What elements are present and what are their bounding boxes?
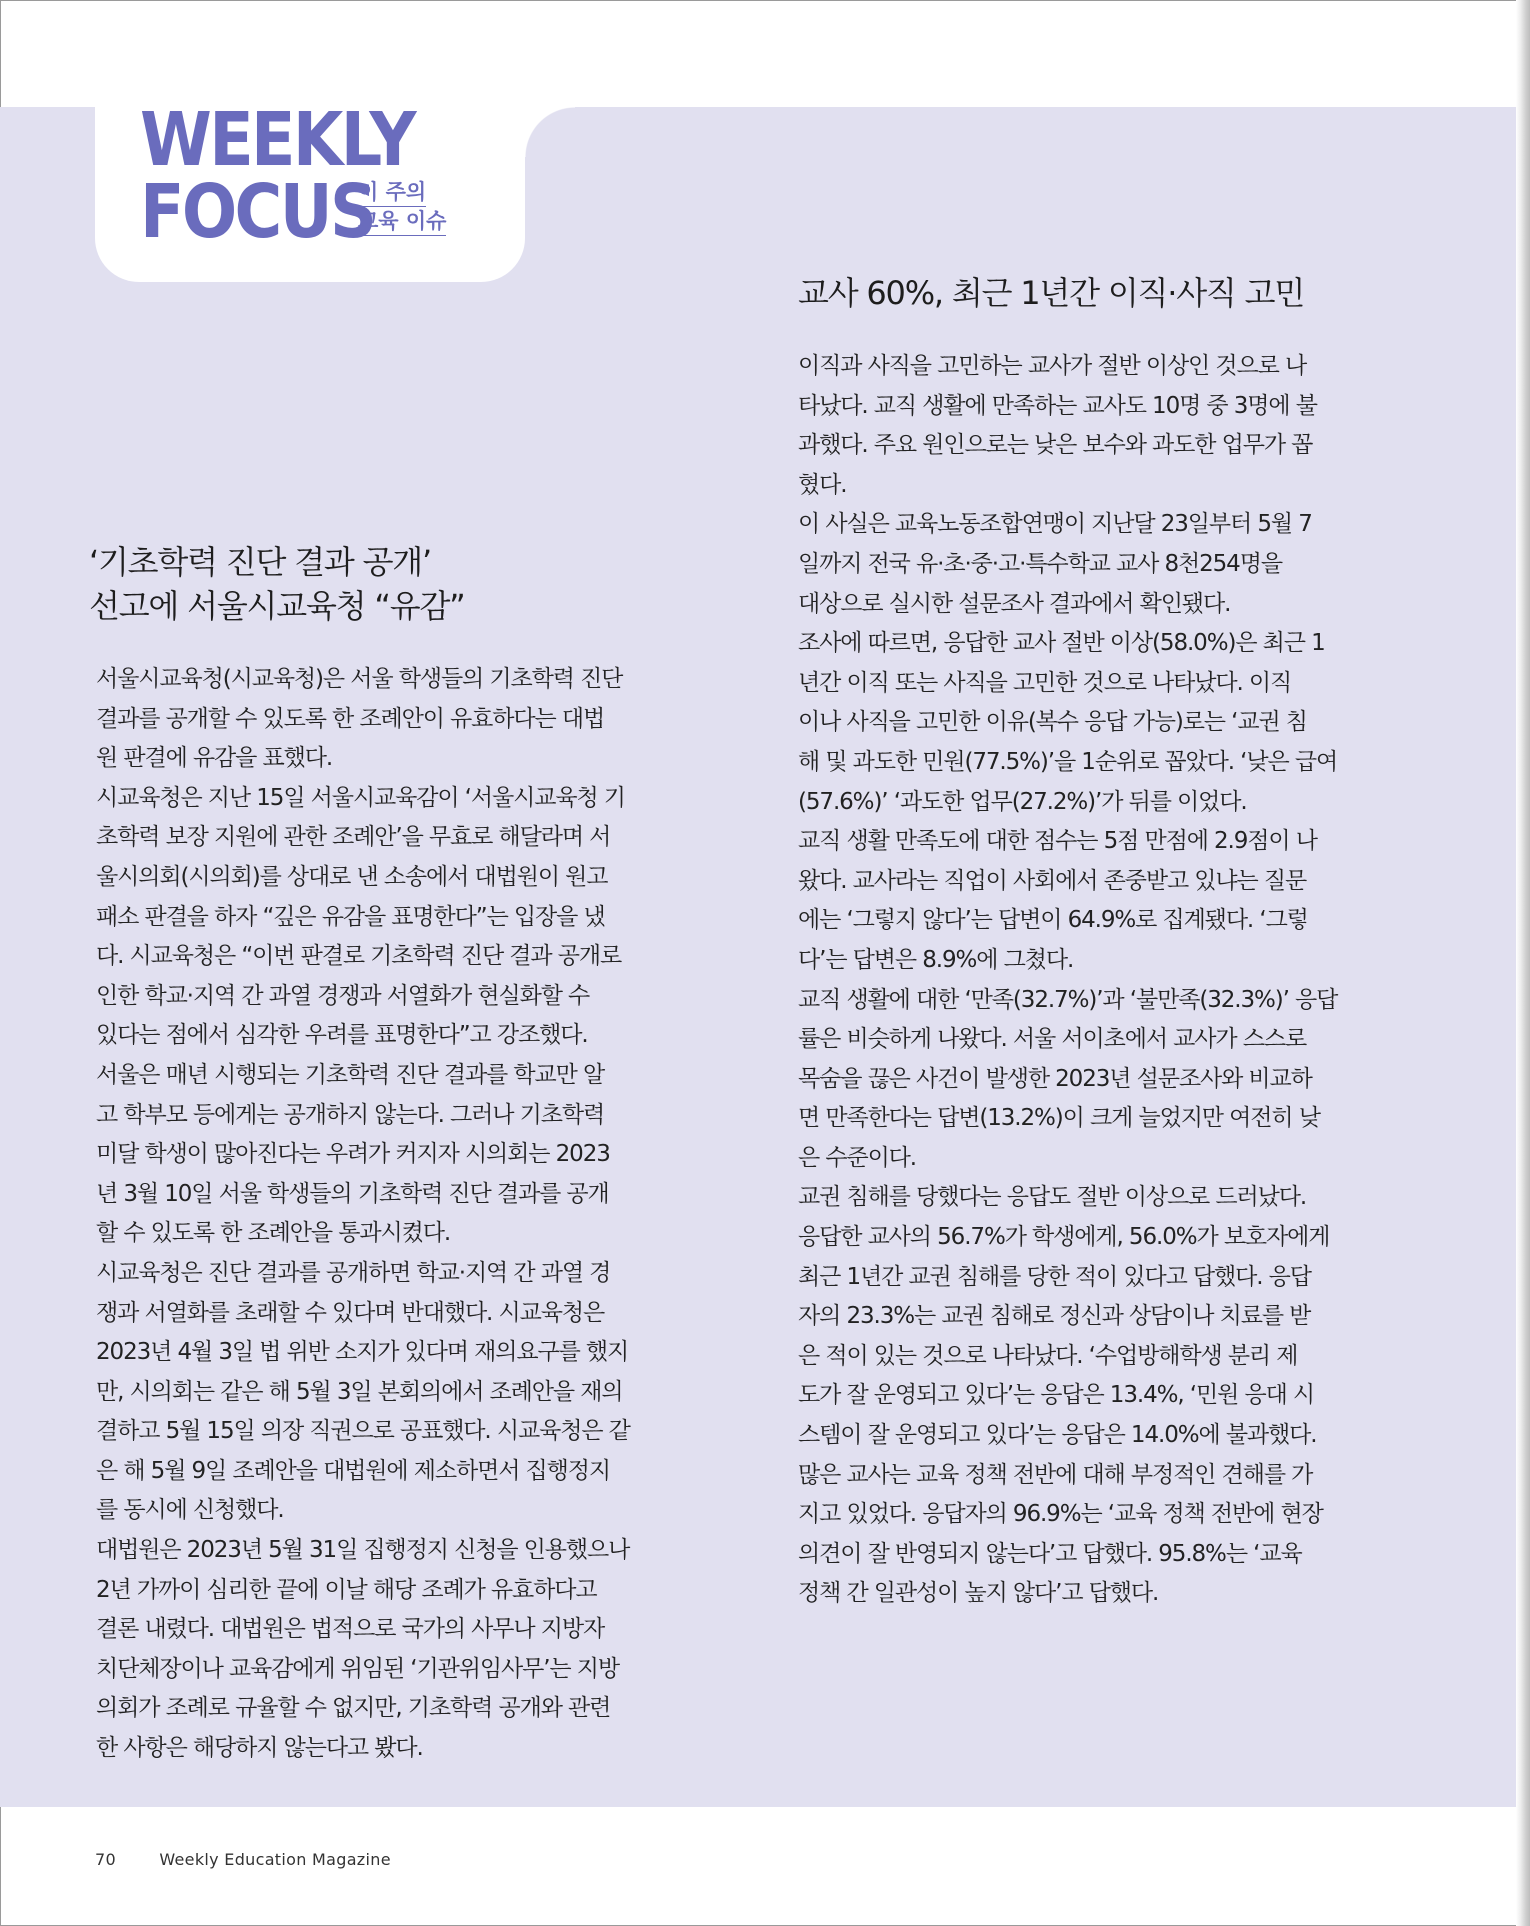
left-paragraph: 서울은 매년 시행되는 기초학력 진단 결과를 학교만 알 고 학부모 등에게는 공개하지 않는다. 그러나 기초학력 미달 학생이 많아진다는 우려가 커지자 시의회는 2023 년 3월 10일 서울 학생들의 기초학력 진단 결과를 공개 할 수 있도록 한 조례안을 통과시켰다. — [96, 1061, 610, 1247]
logo-line-weekly: WEEKLY — [140, 97, 414, 183]
subtitle-line-1: 이 주의 — [358, 178, 426, 207]
right-article-body — [798, 347, 1358, 1614]
right-article-headline: 교사 60%, 최근 1년간 이직·사직 고민 — [798, 274, 1305, 312]
page-footer — [95, 1850, 391, 1869]
right-paragraph: 많은 교사는 교육 정책 전반에 대해 부정적인 견해를 가 지고 있었다. 응답자의 96.9%는 ‘교육 정책 전반에 현장 의견이 잘 반영되지 않는다’고 답했다. 95.8%는 ‘교육 정책 간 일관성이 높지 않다’고 답했다. — [798, 1461, 1323, 1607]
left-paragraph: 시교육청은 지난 15일 서울시교육감이 ‘서울시교육청 기 초학력 보장 지원에 관한 조례안’을 무효로 해달라며 서 울시의회(시의회)를 상대로 낸 소송에서 대법원이 원고 패소 판결을 하자 “깊은 유감을 표명한다”는 입장을 냈 다. 시교육청은 “이번 판결로 기초학력 진단 결과 공개로 인한 학교·지역 간 과열 경쟁과 서열화가 현실화할 수 있다는 점에서 심각한 우려를 표명한다”고 강조했다. — [96, 784, 625, 1049]
left-article-headline: ‘기초학력 진단 결과 공개’ 선고에 서울시교육청 “유감” — [89, 543, 465, 625]
subtitle-line-2: 교육 이슈 — [358, 207, 446, 236]
right-paragraph: 교권 침해를 당했다는 응답도 절반 이상으로 드러났다. 응답한 교사의 56.7%가 학생에게, 56.0%가 보호자에게 최근 1년간 교권 침해를 당한 적이 있다고 답했다. 응답 자의 23.3%는 교권 침해로 정신과 상담이나 치료를 받 은 적이 있는 것으로 나타났다. ‘수업방해학생 분리 제 도가 잘 운영되고 있다’는 응답은 13.4%, ‘민원 응대 시 스템이 잘 운영되고 있다’는 응답은 14.0%에 불과했다. — [798, 1184, 1330, 1449]
right-paragraph: 교직 생활 만족도에 대한 점수는 5점 만점에 2.9점이 나 왔다. 교사라는 직업이 사회에서 존중받고 있냐는 질문 에는 ‘그렇지 않다’는 답변이 64.9%로 집계됐다. ‘그렇 다’는 답변은 8.9%에 그쳤다. — [798, 828, 1317, 973]
left-paragraph: 대법원은 2023년 5월 31일 집행정지 신청을 인용했으나 2년 가까이 심리한 끝에 이날 해당 조례가 유효하다고 결론 내렸다. 대법원은 법적으로 국가의 사무나 지방자 치단체장이나 교육감에게 위임된 ‘기관위임사무’는 지방 의회가 조례로 규율할 수 없지만, 기초학력 공개와 관련 한 사항은 해당하지 않는다고 봤다. — [96, 1537, 630, 1762]
magazine-name: Weekly Education Magazine — [159, 1850, 391, 1869]
logo-line-focus: FOCUS — [140, 169, 375, 255]
page-number: 70 — [95, 1850, 116, 1869]
right-paragraph: 이직과 사직을 고민하는 교사가 절반 이상인 것으로 나 타났다. 교직 생활에 만족하는 교사도 10명 중 3명에 불 과했다. 주요 원인으로는 낮은 보수와 과도한 업무가 꼽 혔다. — [798, 353, 1317, 498]
left-paragraph: 서울시교육청(시교육청)은 서울 학생들의 기초학력 진단 결과를 공개할 수 있도록 한 조례안이 유효하다는 대법 원 판결에 유감을 표했다. — [96, 666, 623, 772]
right-paragraph: 조사에 따르면, 응답한 교사 절반 이상(58.0%)은 최근 1 년간 이직 또는 사직을 고민한 것으로 나타났다. 이직 이나 사직을 고민한 이유(복수 응답 가능)로는 ‘교권 침 해 및 과도한 민원(77.5%)’을 1순위로 꼽았다. ‘낮은 급여 (57.6%)’ ‘과도한 업무(27.2%)’가 뒤를 이었다. — [798, 630, 1338, 815]
left-paragraph: 시교육청은 진단 결과를 공개하면 학교·지역 간 과열 경 쟁과 서열화를 초래할 수 있다며 반대했다. 시교육청은 2023년 4월 3일 법 위반 소지가 있다며 재의요구를 했지 만, 시의회는 같은 해 5월 3일 본회의에서 조례안을 재의 결하고 5월 15일 의장 직권으로 공표했다. 시교육청은 같 은 해 5월 9일 조례안을 대법원에 제소하면서 집행정지 를 동시에 신청했다. — [96, 1259, 630, 1524]
page-edge-shadow — [1516, 0, 1530, 1926]
section-subtitle — [358, 178, 446, 236]
left-article-body — [96, 660, 656, 1769]
right-paragraph: 이 사실은 교육노동조합연맹이 지난달 23일부터 5월 7 일까지 전국 유·초·중·고·특수학교 교사 8천254명을 대상으로 실시한 설문조사 결과에서 확인됐다. — [798, 511, 1312, 617]
right-paragraph: 교직 생활에 대한 ‘만족(32.7%)’과 ‘불만족(32.3%)’ 응답 률은 비슷하게 나왔다. 서울 서이초에서 교사가 스스로 목숨을 끊은 사건이 발생한 2023년 설문조사와 비교하 면 만족한다는 답변(13.2%)이 크게 늘었지만 여전히 낮 은 수준이다. — [798, 986, 1338, 1171]
